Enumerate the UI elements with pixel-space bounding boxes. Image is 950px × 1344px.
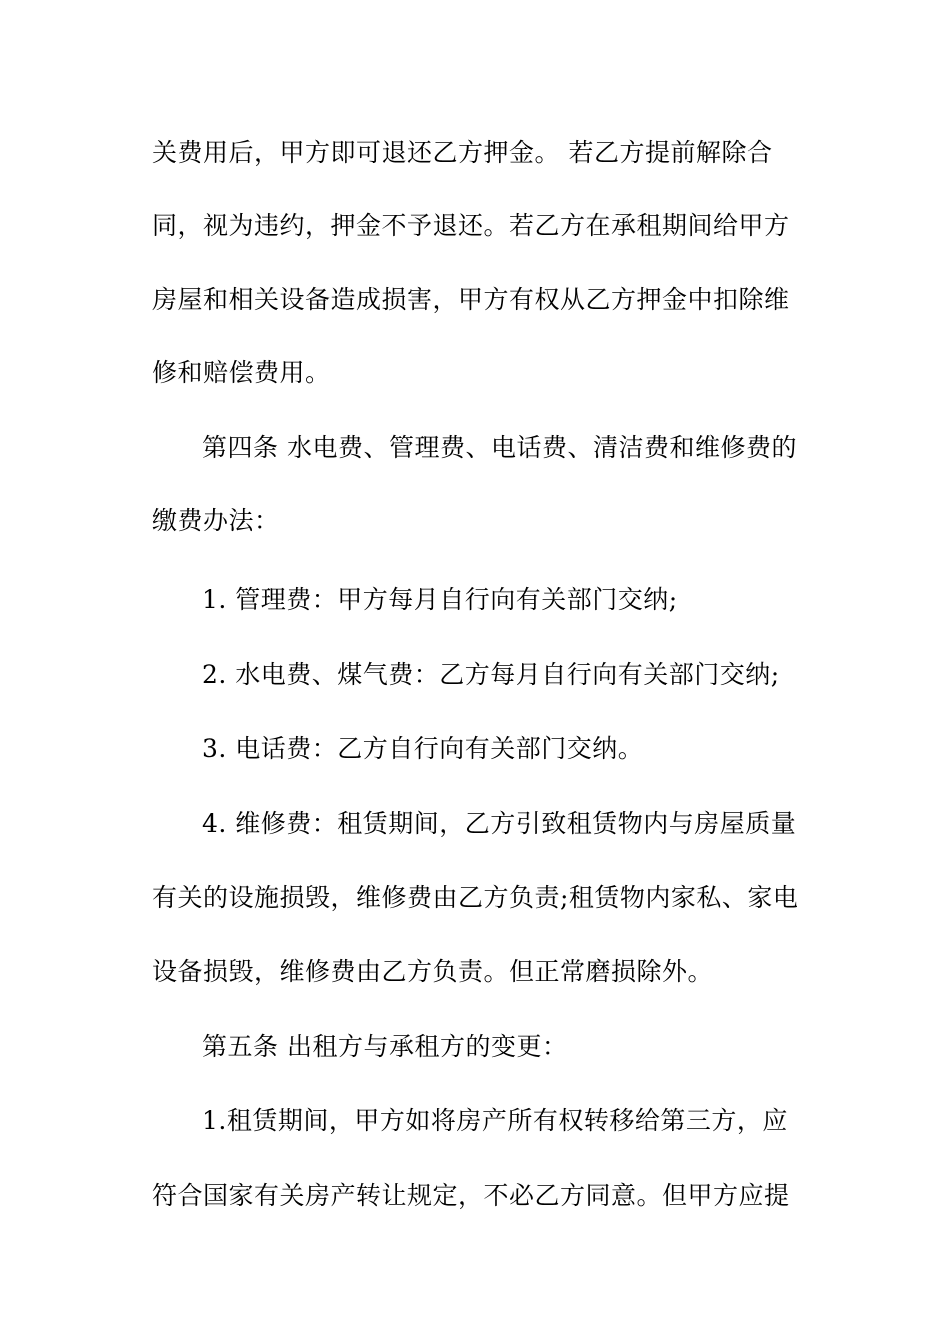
section-heading-line: 第四条 水电费、管理费、电话费、清洁费和维修费的 bbox=[202, 433, 797, 462]
text-line: 修和赔偿费用。 bbox=[152, 358, 331, 387]
list-item: 4. 维修费：租赁期间，乙方引致租赁物内与房屋质量 bbox=[202, 809, 797, 838]
text-line: 同，视为违约，押金不予退还。若乙方在承租期间给甲方 bbox=[152, 211, 790, 240]
list-item: 2. 水电费、煤气费：乙方每月自行向有关部门交纳; bbox=[202, 660, 780, 689]
text-line: 关费用后，甲方即可退还乙方押金。 若乙方提前解除合 bbox=[152, 138, 773, 167]
list-item: 3. 电话费：乙方自行向有关部门交纳。 bbox=[202, 734, 644, 763]
text-line: 缴费办法： bbox=[152, 506, 280, 535]
text-line: 有关的设施损毁，维修费由乙方负责;租赁物内家私、家电 bbox=[152, 883, 799, 912]
list-item: 1.租赁期间，甲方如将房产所有权转移给第三方，应 bbox=[202, 1106, 788, 1135]
section-heading-line: 第五条 出租方与承租方的变更： bbox=[202, 1032, 568, 1061]
list-item: 1. 管理费：甲方每月自行向有关部门交纳; bbox=[202, 585, 678, 614]
text-line: 设备损毁，维修费由乙方负责。但正常磨损除外。 bbox=[152, 957, 714, 986]
text-line: 符合国家有关房产转让规定，不必乙方同意。但甲方应提 bbox=[152, 1181, 790, 1210]
text-line: 房屋和相关设备造成损害，甲方有权从乙方押金中扣除维 bbox=[152, 285, 790, 314]
